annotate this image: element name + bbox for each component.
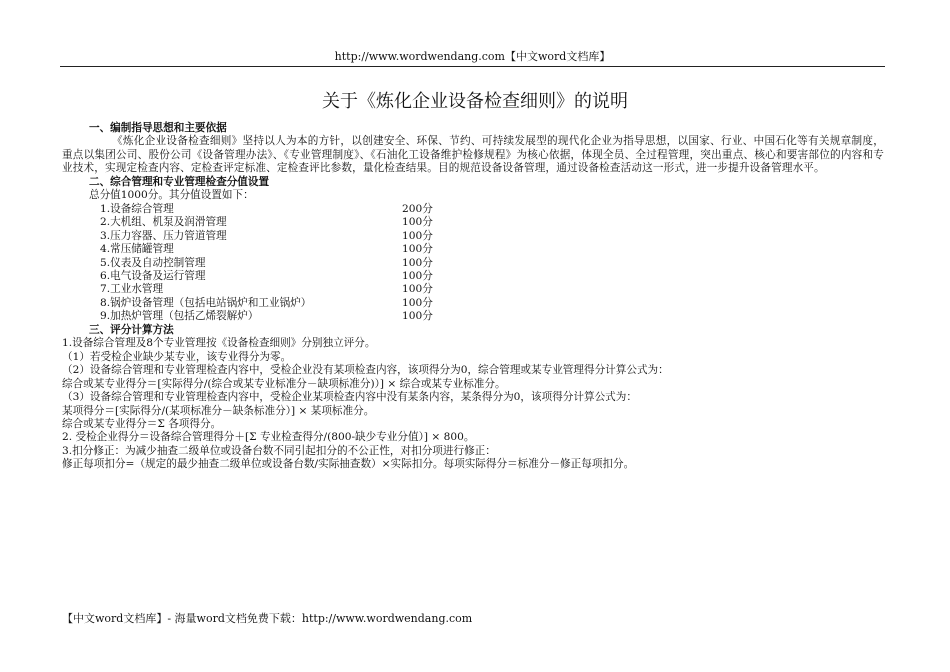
list-item <box>62 297 884 310</box>
item-score: 100分 <box>402 229 433 242</box>
text-line: 1.设备综合管理及8个专业管理按《设备检查细则》分别独立评分。 <box>62 337 376 350</box>
section-heading-1: 一、编制指导思想和主要依据 <box>89 122 227 134</box>
item-score: 100分 <box>402 283 433 296</box>
list-item <box>62 270 884 283</box>
text-line: 综合或某专业得分＝Σ 各项得分。 <box>62 417 222 430</box>
document-body <box>62 122 884 472</box>
section-heading-2: 二、综合管理和专业管理检查分值设置 <box>89 175 270 188</box>
text-line: （2）设备综合管理和专业管理检查内容中，受检企业没有某项检查内容，该项得分为0，综合管理或某专业管理得分计算公式为： <box>62 364 669 377</box>
list-item <box>62 283 884 296</box>
list-item <box>62 203 884 216</box>
section-1-paragraph: 《炼化企业设备检查细则》坚持以人为本的方针，以创建安全、环保、节约、可持续发展型的现代化企业为指导思想，以国家、行业、中国石化等有关规章制度，重点以集团公司、股份公司《设备管理办法》、《专业管理制度》、《石油化工设备维护检修规程》为核心依据，体现全员、全过程管理，突出重点、核心和要害部位的内容和专业技术，实现定检查内容、定检查评定标准、定检查评比参数，量化检查结果。目的规范设备设备管理，通过设备检查活动这一形式，进一步提升设备管理水平。 <box>62 135 884 175</box>
page-footer: 【中文word文档库】- 海量word文档免费下载：http://www.wordwendang.com <box>62 612 473 625</box>
list-item <box>62 243 884 256</box>
item-name: 6.电气设备及运行管理 <box>100 269 206 282</box>
item-name: 7.工业水管理 <box>100 283 164 296</box>
list-item <box>62 216 884 229</box>
item-name: 5.仪表及自动控制管理 <box>100 256 206 269</box>
section-2-intro: 总分值1000分。其分值设置如下： <box>89 189 254 202</box>
item-name: 3.压力容器、压力管道管理 <box>100 229 227 242</box>
item-score: 100分 <box>402 256 433 269</box>
text-line: 修正每项扣分=（规定的最少抽查二级单位或设备台数/实际抽查数）×实际扣分。每项实际得分＝标准分－修正每项扣分。 <box>62 458 635 471</box>
item-name: 8.锅炉设备管理（包括电站锅炉和工业锅炉） <box>100 296 312 309</box>
item-name: 1.设备综合管理 <box>100 202 174 215</box>
text-line: 3.扣分修正：为减少抽查二级单位或设备台数不同引起扣分的不公正性，对扣分项进行修正： <box>62 444 496 457</box>
item-score: 100分 <box>402 216 433 229</box>
text-line: （3）设备综合管理和专业管理检查内容中，受检企业某项检查内容中没有某条内容，某条得分为0，该项得分计算公式为： <box>62 391 637 404</box>
list-item <box>62 257 884 270</box>
score-allocation-list <box>62 203 884 324</box>
item-score: 100分 <box>402 296 433 309</box>
item-score: 200分 <box>402 202 433 215</box>
item-score: 100分 <box>402 310 433 323</box>
text-line: （1）若受检企业缺少某专业，该专业得分为零。 <box>62 350 292 363</box>
list-item <box>62 230 884 243</box>
document-title: 关于《炼化企业设备检查细则》的说明 <box>322 91 628 112</box>
text-line: 综合或某专业得分＝[实际得分/(综合或某专业标准分－缺项标准分)）] × 综合或某专业标准分。 <box>62 377 506 390</box>
page-header: http://www.wordwendang.com【中文word文档库】 <box>60 50 885 67</box>
text-line: 2. 受检企业得分＝设备综合管理得分＋[Σ 专业检查得分/(800-缺少专业分值）] × 800。 <box>62 431 475 444</box>
item-name: 4.常压储罐管理 <box>100 243 174 256</box>
list-item <box>62 310 884 323</box>
item-name: 9.加热炉管理（包括乙烯裂解炉） <box>100 310 259 323</box>
text-line: 某项得分＝[实际得分/(某项标准分－缺条标准分）] × 某项标准分。 <box>62 404 375 417</box>
item-score: 100分 <box>402 269 433 282</box>
section-heading-3: 三、评分计算方法 <box>89 323 174 336</box>
item-name: 2.大机组、机泵及润滑管理 <box>100 216 227 229</box>
item-score: 100分 <box>402 243 433 256</box>
